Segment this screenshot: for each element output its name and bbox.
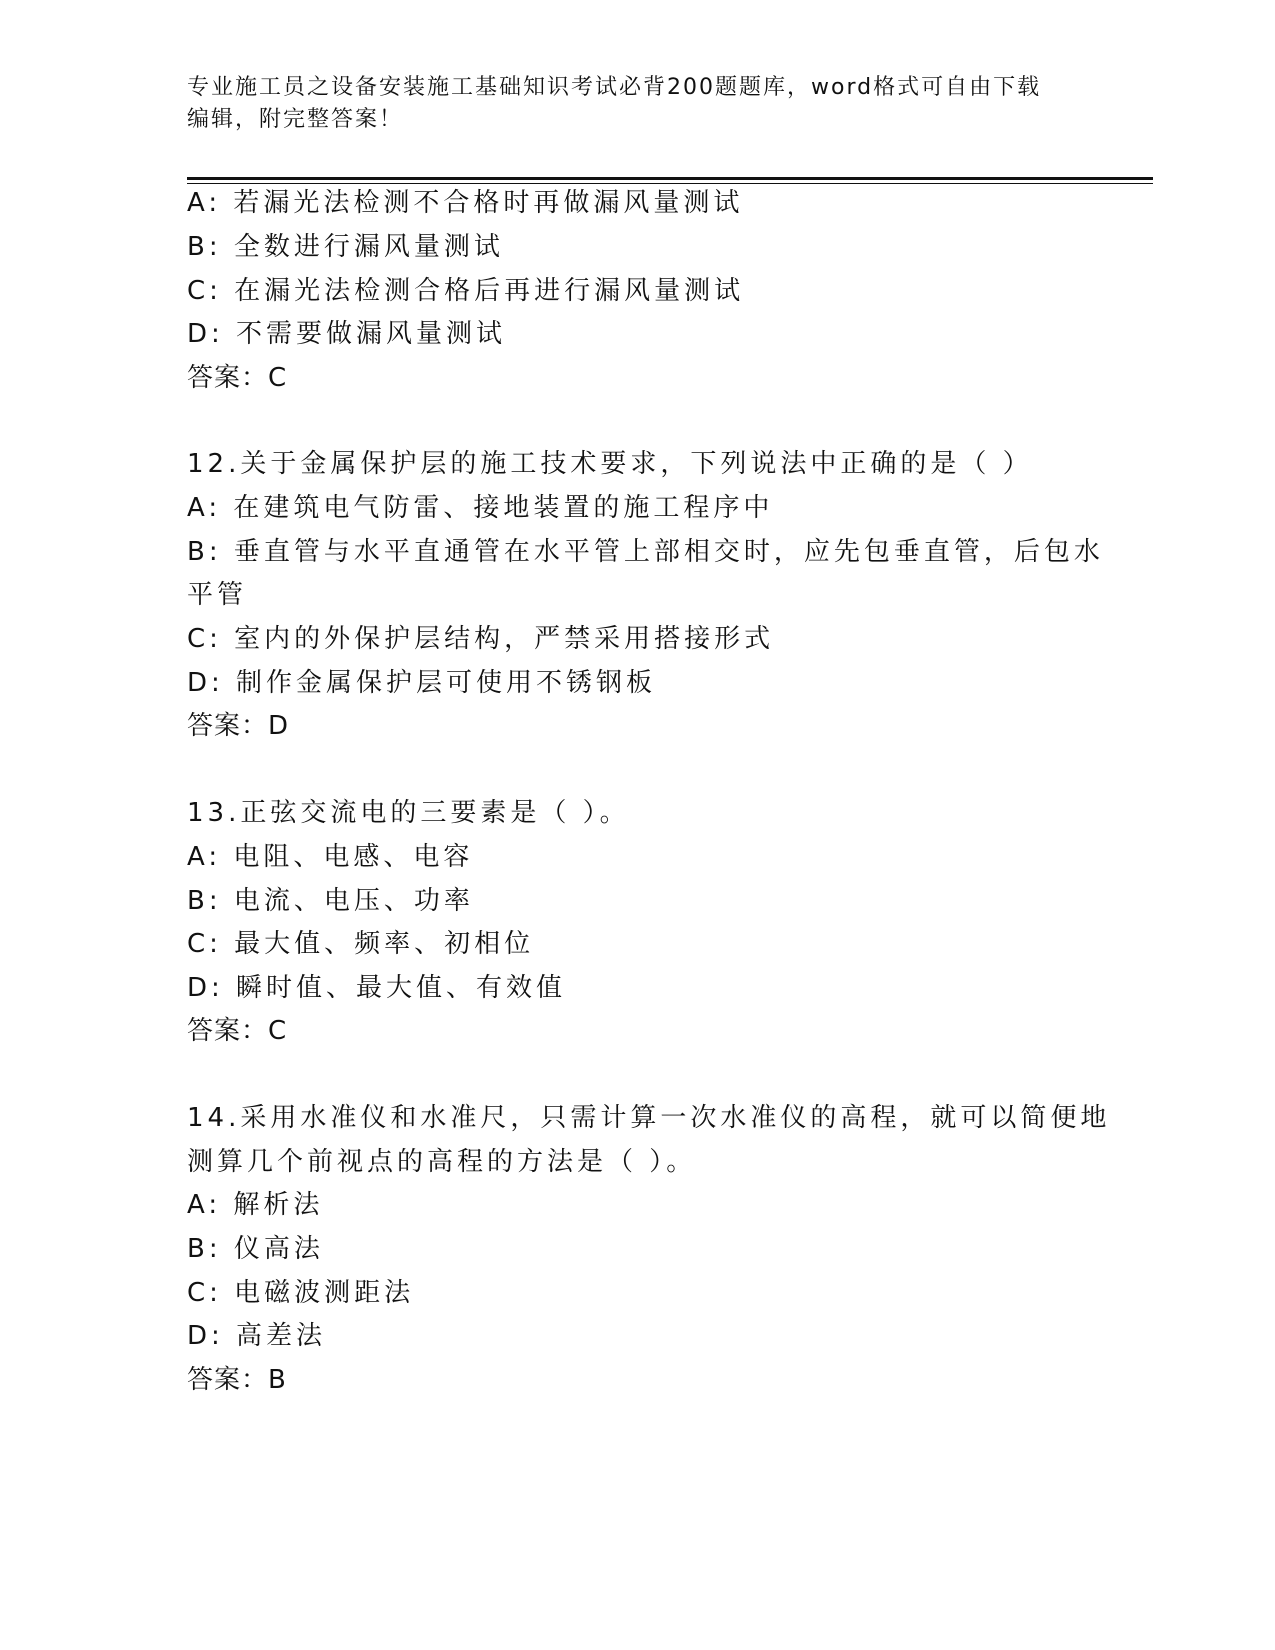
header-divider-thick bbox=[187, 177, 1153, 180]
q13-option-a: A: 电阻、电感、电容 bbox=[187, 842, 474, 872]
q13-stem: 13.正弦交流电的三要素是（ ）。 bbox=[187, 798, 630, 828]
q14-answer: 答案：B bbox=[187, 1365, 287, 1395]
q14-stem-line1: 14.采用水准仪和水准尺，只需计算一次水准仪的高程，就可以简便地 bbox=[187, 1103, 1111, 1133]
q14-option-d: D: 高差法 bbox=[187, 1321, 327, 1351]
header-title-line1: 专业施工员之设备安装施工基础知识考试必背200题题库，word格式可自由下载 bbox=[187, 75, 1042, 100]
q12-option-d: D: 制作金属保护层可使用不锈钢板 bbox=[187, 668, 657, 698]
prev-option-d: D: 不需要做漏风量测试 bbox=[187, 319, 507, 349]
q13-option-d: D: 瞬时值、最大值、有效值 bbox=[187, 973, 567, 1003]
q14-option-a: A: 解析法 bbox=[187, 1190, 324, 1220]
prev-answer: 答案：C bbox=[187, 363, 288, 393]
q12-option-b-continued: 平管 bbox=[187, 580, 248, 610]
q12-option-b: B: 垂直管与水平直通管在水平管上部相交时，应先包垂直管，后包水 bbox=[187, 537, 1104, 567]
q12-option-c: C: 室内的外保护层结构，严禁采用搭接形式 bbox=[187, 624, 775, 654]
prev-option-c: C: 在漏光法检测合格后再进行漏风量测试 bbox=[187, 276, 745, 306]
q14-option-b: B: 仪高法 bbox=[187, 1234, 324, 1264]
q12-answer: 答案：D bbox=[187, 711, 290, 741]
q14-stem-line2: 测算几个前视点的高程的方法是（ ）。 bbox=[187, 1147, 697, 1177]
header-divider-thin bbox=[187, 183, 1153, 184]
q12-option-a: A: 在建筑电气防雷、接地装置的施工程序中 bbox=[187, 493, 774, 523]
q12-stem: 12.关于金属保护层的施工技术要求，下列说法中正确的是（ ） bbox=[187, 449, 1033, 479]
q14-option-c: C: 电磁波测距法 bbox=[187, 1278, 415, 1308]
q13-answer: 答案：C bbox=[187, 1016, 288, 1046]
document-header bbox=[187, 72, 1077, 136]
prev-option-a: A: 若漏光法检测不合格时再做漏风量测试 bbox=[187, 188, 744, 218]
prev-option-b: B: 全数进行漏风量测试 bbox=[187, 232, 504, 262]
q13-option-c: C: 最大值、频率、初相位 bbox=[187, 929, 535, 959]
q13-option-b: B: 电流、电压、功率 bbox=[187, 886, 474, 916]
header-title-line2: 编辑，附完整答案！ bbox=[187, 107, 404, 132]
